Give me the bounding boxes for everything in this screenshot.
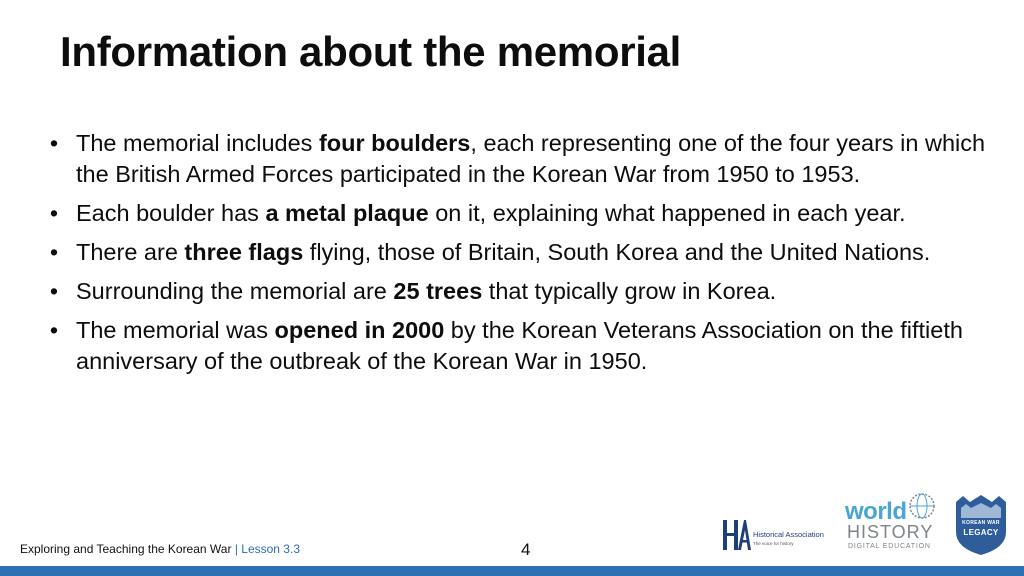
bullet-text: Each boulder has xyxy=(76,200,266,226)
page-number: 4 xyxy=(521,540,531,559)
ha-tagline: The voice for history xyxy=(753,541,794,546)
footer-separator: | xyxy=(234,542,238,556)
bullet-dot-icon: • xyxy=(49,200,59,226)
globe-icon xyxy=(908,492,936,520)
bullet-bold-text: a metal plaque xyxy=(265,200,429,226)
bottom-accent-bar xyxy=(0,566,1024,576)
bullet-text: by the Korean Veterans Association on the fiftieth anniversary of the outbreak of the Korean War in 1950. xyxy=(76,317,963,374)
ha-name: Historical Association xyxy=(753,530,824,539)
world-history-word: world xyxy=(845,498,907,525)
bullet-text: There are xyxy=(76,239,185,265)
history-word: HISTORY xyxy=(847,522,934,542)
bullet-item xyxy=(44,128,994,190)
bullet-dot-icon: • xyxy=(49,130,59,156)
bullet-item xyxy=(44,315,994,377)
bullet-item xyxy=(44,276,994,307)
bullet-bold-text: four boulders xyxy=(318,130,471,156)
bullet-list xyxy=(44,128,994,385)
slide-title: Information about the memorial xyxy=(60,28,682,75)
footer-lesson: Lesson 3.3 xyxy=(241,542,300,556)
bullet-dot-icon: • xyxy=(49,239,59,265)
bullet-bold-text: 25 trees xyxy=(393,278,483,304)
bullet-text: on it, explaining what happened in each year. xyxy=(428,200,906,226)
kwl-line2: LEGACY xyxy=(963,528,999,537)
bullet-text: flying, those of Britain, South Korea and the United Nations. xyxy=(303,239,931,265)
bullet-dot-icon: • xyxy=(49,278,59,304)
world-history-logo xyxy=(842,492,938,554)
bullet-dot-icon: • xyxy=(49,317,59,343)
bullet-text: , each representing one of the four years in which the British Armed Forces participated in the Korean War from 1950 to 1953. xyxy=(76,130,986,187)
bullet-bold-text: opened in 2000 xyxy=(274,317,445,343)
digital-education-word: DIGITAL EDUCATION xyxy=(848,543,931,550)
bullet-item xyxy=(44,198,994,229)
bullet-bold-text: three flags xyxy=(184,239,304,265)
bullet-text: The memorial includes xyxy=(76,130,319,156)
footer-course: Exploring and Teaching the Korean War xyxy=(20,542,232,556)
korean-war-legacy-logo xyxy=(953,494,1009,556)
historical-association-logo xyxy=(721,516,831,554)
bullet-text: Surrounding the memorial are xyxy=(76,278,394,304)
ha-logo-icon xyxy=(721,516,751,554)
bullet-item xyxy=(44,237,994,268)
bullet-text: The memorial was xyxy=(76,317,275,343)
bullet-text: that typically grow in Korea. xyxy=(482,278,777,304)
footer-course-label xyxy=(20,542,300,556)
kwl-line1: KOREAN WAR xyxy=(962,520,1000,526)
